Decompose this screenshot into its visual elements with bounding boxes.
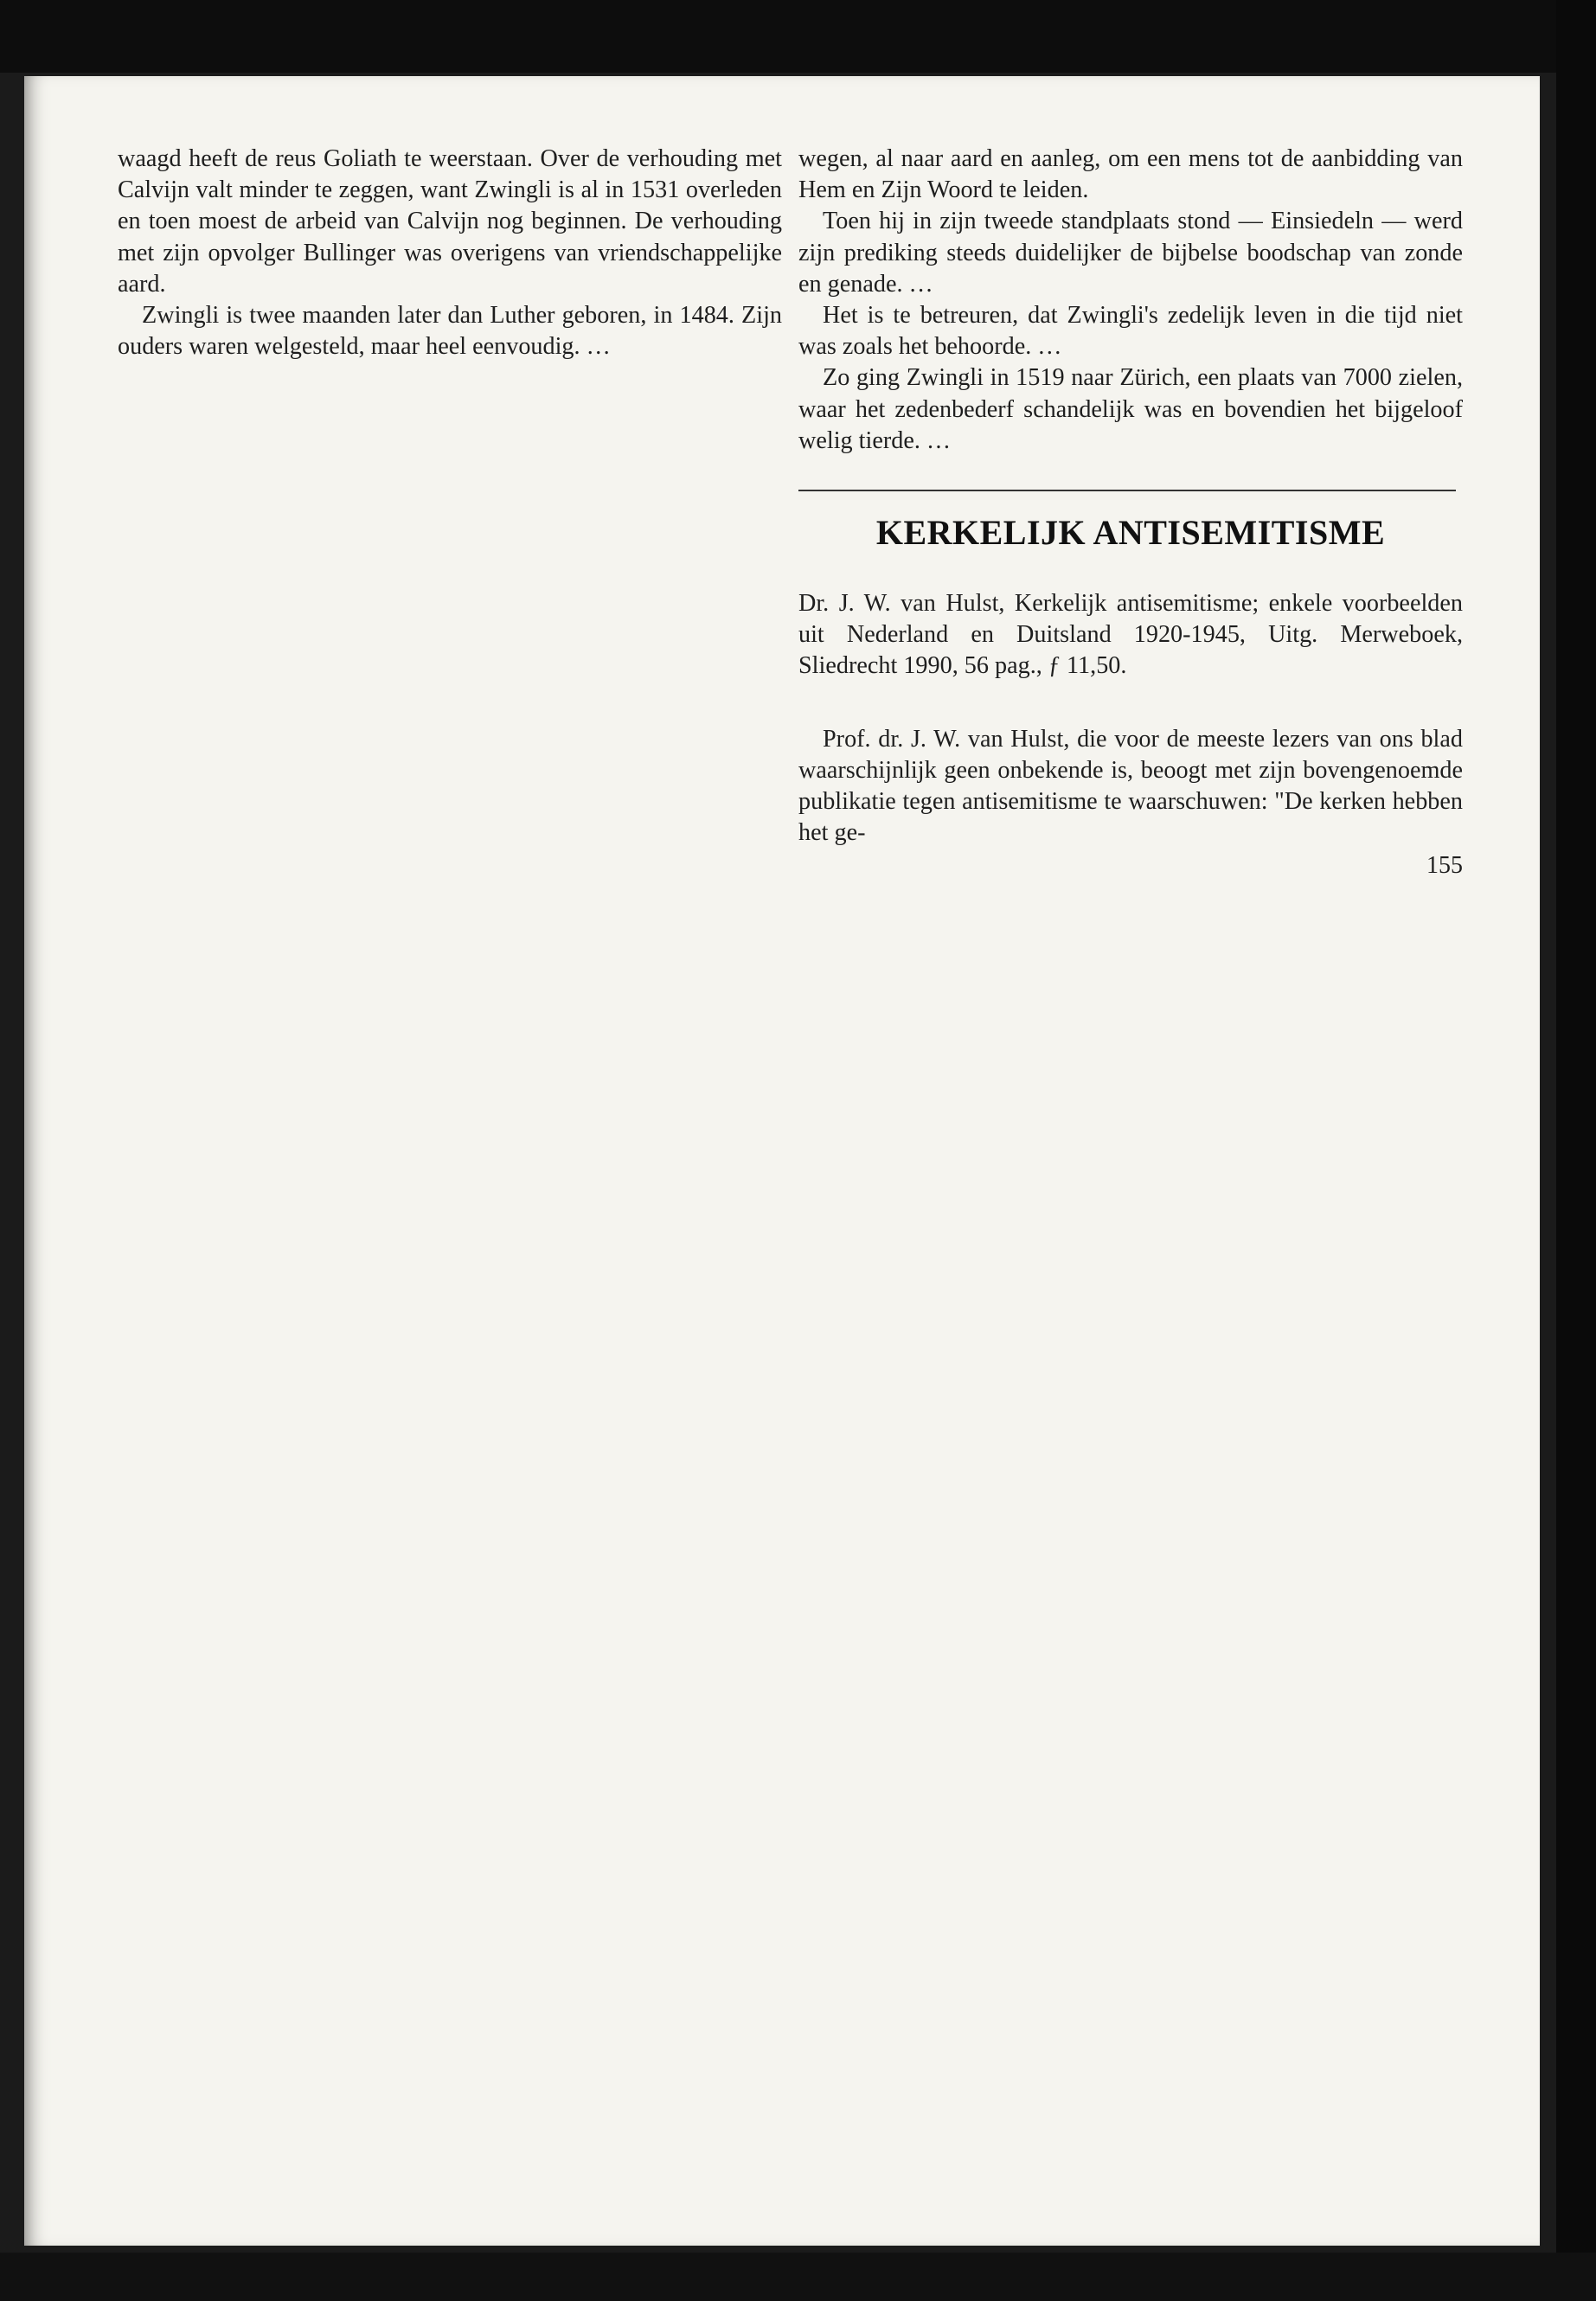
review-citation: Dr. J. W. van Hulst, Kerkelijk antisemitisme; enkele voorbeelden uit Nederland en Duitsland 1920-1945, Uitg. Merweboek, Sliedrecht 1990, 56 pag., ƒ 11,50. xyxy=(798,590,1463,680)
scan-border-right xyxy=(1556,0,1596,2301)
section-divider xyxy=(798,490,1456,491)
scan-border-bottom xyxy=(0,2253,1596,2301)
body-paragraph: wegen, al naar aard en aanleg, om een mens tot de aanbidding van Hem en Zijn Woord te leiden. xyxy=(798,145,1463,204)
body-paragraph: Het is te betreuren, dat Zwingli's zedelijk leven in die tijd niet was zoals het behoorde. … xyxy=(798,302,1463,361)
page-number: 155 xyxy=(1426,852,1463,880)
body-paragraph: Zwingli is twee maanden later dan Luther geboren, in 1484. Zijn ouders waren welgesteld, maar heel eenvoudig. … xyxy=(118,302,782,361)
scan-border-top xyxy=(0,0,1596,73)
body-paragraph: Zo ging Zwingli in 1519 naar Zürich, een plaats van 7000 zielen, waar het zedenbederf schandelijk was en bovendien het bijgeloof welig tierde. … xyxy=(798,364,1463,454)
body-paragraph: waagd heeft de reus Goliath te weerstaan. Over de verhouding met Calvijn valt minder te zeggen, want Zwingli is al in 1531 overleden en toen moest de arbeid van Calvijn nog beginnen. De verhouding met zijn opvolger Bullinger was overigens van vriendschappelijke aard. xyxy=(118,145,782,298)
section-heading: KERKELIJK ANTISEMITISME xyxy=(875,513,1386,553)
body-paragraph: Toen hij in zijn tweede standplaats stond — Einsiedeln — werd zijn prediking steeds duidelijker de bijbelse boodschap van zonde en genade. … xyxy=(798,208,1463,298)
document-page xyxy=(24,76,1540,2246)
right-column xyxy=(798,144,1463,881)
left-column xyxy=(118,144,782,362)
review-intro: Prof. dr. J. W. van Hulst, die voor de meeste lezers van ons blad waarschijnlijk geen onbekende is, beoogt met zijn bovengenoemde publikatie tegen antisemitisme te waarschuwen: "De kerken hebben het ge- xyxy=(798,725,1463,847)
